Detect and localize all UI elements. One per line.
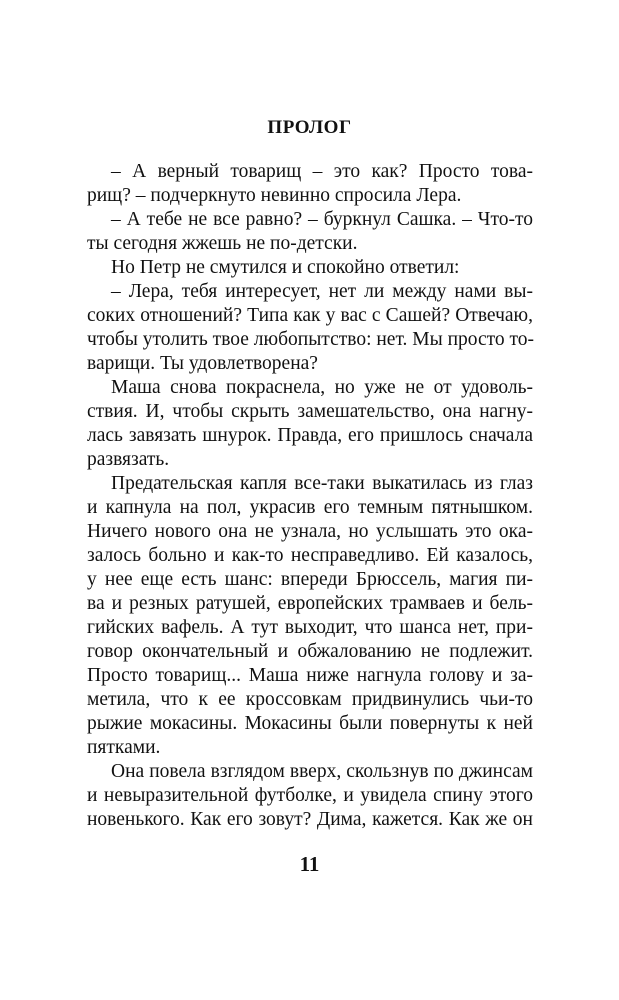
text-line: рыжие мокасины. Мокасины были повернуты к ней [87,713,533,734]
text-line: гийских вафель. А тут выходит, что шанса нет, при- [87,617,533,638]
text-line: – Лера, тебя интересует, нет ли между нами вы- [111,281,533,302]
text-line: чтобы утолить твое любопытство: нет. Мы просто то- [87,329,535,350]
text-line: залось больно и как-то несправедливо. Ей казалось, [87,545,533,566]
text-line: ты сегодня жжешь не по-детски. [87,233,358,254]
text-line: – А тебе не все равно? – буркнул Сашка. – Что-то [111,209,533,230]
text-line: ствия. И, чтобы скрыть замешательство, она нагну- [87,401,533,422]
text-line: Ничего нового она не узнала, но услышать это ока- [87,521,533,542]
text-line: рищ? – подчеркнуто невинно спросила Лера. [87,185,462,206]
chapter-heading: ПРОЛОГ [267,117,352,138]
text-line: варищи. Ты удовлетворена? [87,353,318,374]
text-line: развязать. [87,449,170,470]
text-line: у нее еще есть шанс: впереди Брюссель, магия пи- [87,569,533,590]
text-line: метила, что к ее кроссовкам придвинулись чьи-то [87,689,533,710]
text-line: Предательская капля все-таки выкатилась из глаз [111,473,533,494]
text-line: соких отношений? Типа как у вас с Сашей? Отвечаю, [87,305,533,326]
text-line: и капнула на пол, украсив его темным пятнышком. [87,497,533,518]
text-line: говор окончательный и обжалованию не подлежит. [87,641,533,662]
text-line: лась завязать шнурок. Правда, его пришлось сначала [87,425,533,446]
text-line: пятками. [87,737,161,758]
text-line: ва и резных ратушей, европейских трамваев и бель- [87,593,533,614]
page-number: 11 [299,852,320,876]
text-line: – А верный товарищ – это как? Просто това- [111,161,533,182]
text-line: Маша снова покраснела, но уже не от удоволь- [111,377,533,398]
text-line: Но Петр не смутился и спокойно ответил: [111,257,460,278]
text-line: Она повела взглядом вверх, скользнув по джинсам [111,761,533,782]
text-line: Просто товарищ... Маша ниже нагнула голову и за- [87,665,533,686]
text-line: новенького. Как его зовут? Дима, кажется. Как же он [87,809,533,830]
text-line: и невыразительной футболке, и увидела спину этого [87,785,533,806]
